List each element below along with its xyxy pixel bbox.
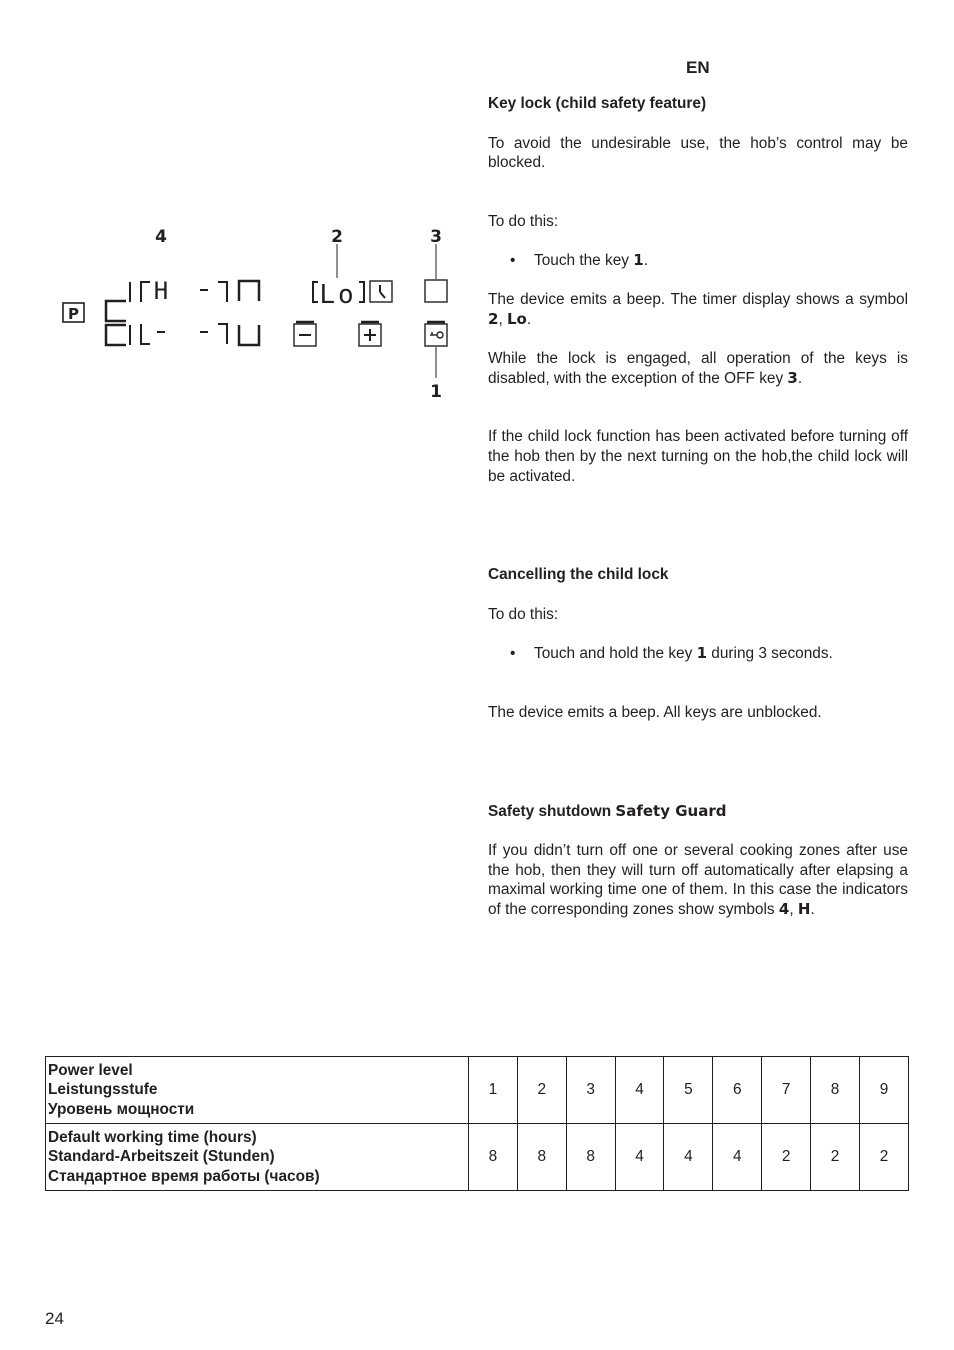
- key-icon: [437, 332, 443, 338]
- table-cell: 4: [664, 1124, 713, 1191]
- table-cell: 2: [762, 1124, 811, 1191]
- keylock-intro: To avoid the undesirable use, the hob’s control may be blocked.: [488, 134, 908, 172]
- keylock-heading: Key lock (child safety feature): [488, 95, 707, 112]
- keylock-restart: If the child lock function has been activated before turning off the hob then by the next turning on the hob,the child lock will be activated.: [488, 428, 908, 485]
- control-panel-diagram: [55, 222, 455, 402]
- key-ref-3: 3: [787, 368, 798, 387]
- zone-symbol-h: H: [153, 277, 169, 305]
- symbol-h: H: [797, 899, 811, 918]
- cancel-todo: To do this:: [488, 605, 559, 623]
- table-cell: 4: [615, 1124, 664, 1191]
- row-label: Power level Leistungsstufe Уровень мощности: [46, 1057, 469, 1124]
- cancel-bullet: • Touch and hold the key 1 during 3 seconds.: [510, 644, 833, 663]
- label-3: 3: [430, 227, 442, 247]
- zone-indicator-bottom-left: [106, 325, 126, 345]
- table-cell: 6: [713, 1057, 762, 1124]
- zone-indicator-bottom-right: [239, 325, 259, 345]
- table-cell: 3: [566, 1057, 615, 1124]
- timer-display-lo: Lo: [319, 280, 357, 310]
- label-2: 2: [331, 227, 343, 247]
- power-level-table: [45, 1056, 909, 1191]
- key-ref-2: 2: [488, 309, 499, 328]
- key-ref-1b: 1: [696, 644, 708, 663]
- safety-heading: Safety shutdown Safety Guard: [488, 801, 727, 820]
- label-1: 1: [430, 382, 442, 402]
- table-cell: 4: [615, 1057, 664, 1124]
- key-ref-1: 1: [633, 251, 644, 270]
- table-cell: 2: [860, 1124, 909, 1191]
- keylock-beep: The device emits a beep. The timer display shows a symbol 2, Lo.: [488, 290, 908, 328]
- zone-indicator-top-right: [239, 281, 259, 301]
- safety-text: If you didn’t turn off one or several cooking zones after use the hob, then they will turn off automatically after elapsing a maximal working time one of them. In this case the indicators of the corresponding zones show symbols 4, H.: [488, 842, 908, 918]
- safety-guard-brand: Safety Guard: [615, 801, 727, 820]
- table-cell: 8: [811, 1057, 860, 1124]
- table-cell: 7: [762, 1057, 811, 1124]
- cancel-heading: Cancelling the child lock: [488, 566, 669, 584]
- keylock-todo: To do this:: [488, 212, 559, 230]
- symbol-lo: Lo: [507, 309, 527, 328]
- table-row: [46, 1057, 909, 1124]
- text-column: [488, 94, 908, 919]
- p-key-label: P: [68, 305, 79, 323]
- table-cell: 5: [664, 1057, 713, 1124]
- table-cell: 9: [860, 1057, 909, 1124]
- cancel-result: The device emits a beep. All keys are unblocked.: [488, 703, 822, 721]
- label-4: 4: [155, 227, 167, 247]
- table-cell: 8: [517, 1124, 566, 1191]
- table-cell: 1: [468, 1057, 517, 1124]
- row-label: Default working time (hours) Standard-Arbeitszeit (Stunden) Стандартное время работы (часов): [46, 1124, 469, 1191]
- keylock-engaged: While the lock is engaged, all operation of the keys is disabled, with the exception of the OFF key 3.: [488, 350, 908, 387]
- table-cell: 4: [713, 1124, 762, 1191]
- key-ref-4: 4: [778, 899, 790, 918]
- table-cell: 8: [468, 1124, 517, 1191]
- table-cell: 2: [517, 1057, 566, 1124]
- off-key: [425, 280, 447, 302]
- table-cell: 2: [811, 1124, 860, 1191]
- zone-indicator-top-left: [106, 301, 126, 321]
- page-number: 24: [45, 1309, 64, 1328]
- keylock-bullet: • Touch the key 1.: [510, 251, 648, 270]
- language-label: EN: [686, 58, 710, 77]
- table-row: [46, 1124, 909, 1191]
- table-cell: 8: [566, 1124, 615, 1191]
